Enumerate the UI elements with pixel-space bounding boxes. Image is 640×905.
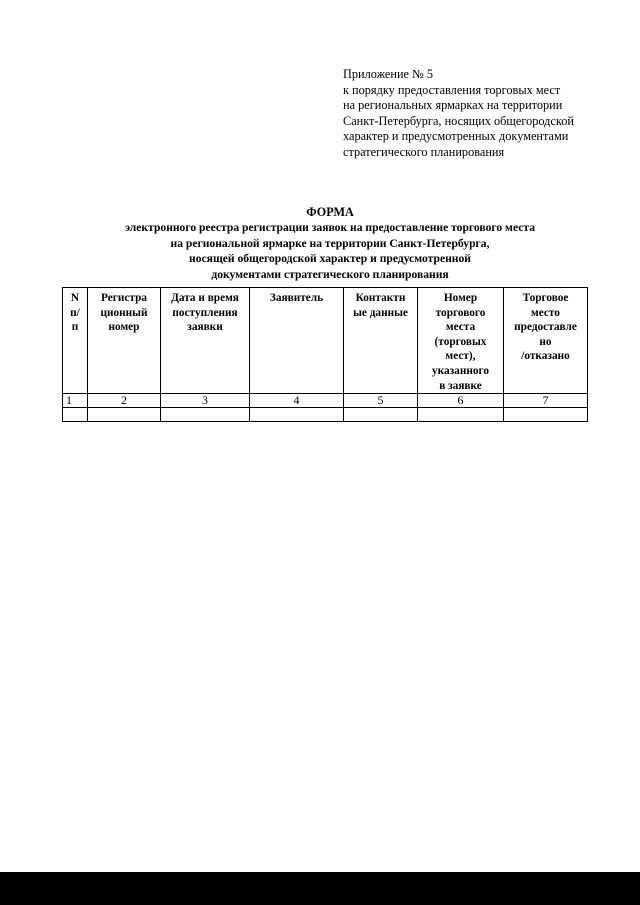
table-cell bbox=[88, 408, 161, 422]
appendix-line: к порядку предоставления торговых мест bbox=[343, 82, 561, 97]
header-cell-contacts: Контактн ые данные bbox=[344, 288, 418, 394]
column-number: 3 bbox=[161, 394, 250, 408]
registry-table bbox=[62, 287, 588, 422]
header-cell-place-number: Номер торгового места (торговых мест), указанного в заявке bbox=[418, 288, 504, 394]
form-heading bbox=[60, 205, 600, 282]
form-subtitle-line: на региональной ярмарке на территории Санкт-Петербурга, bbox=[170, 236, 490, 250]
table-cell bbox=[344, 408, 418, 422]
table-cell bbox=[250, 408, 344, 422]
form-subtitle-line: документами стратегического планирования bbox=[211, 267, 449, 281]
table-row-blank bbox=[63, 408, 588, 422]
form-title: ФОРМА bbox=[306, 205, 354, 219]
appendix-line: Приложение № 5 bbox=[343, 67, 434, 81]
column-number: 2 bbox=[88, 394, 161, 408]
appendix-line: на региональных ярмарках на территории bbox=[343, 98, 563, 113]
column-number: 7 bbox=[504, 394, 588, 408]
column-number: 5 bbox=[344, 394, 418, 408]
table-cell bbox=[418, 408, 504, 422]
header-cell-date-received: Дата и время поступления заявки bbox=[161, 288, 250, 394]
form-subtitle-line: носящей общегородской характер и предусмотренной bbox=[189, 252, 471, 266]
header-cell-number: N п/ п bbox=[63, 288, 88, 394]
appendix-block bbox=[343, 67, 633, 161]
header-cell-applicant: Заявитель bbox=[250, 288, 344, 394]
header-cell-registration-number: Регистра ционный номер bbox=[88, 288, 161, 394]
appendix-line: Санкт-Петербурга, носящих общегородской bbox=[343, 113, 574, 128]
header-cell-status: Торговое место предоставле но /отказано bbox=[504, 288, 588, 394]
table-cell bbox=[504, 408, 588, 422]
scan-edge-band bbox=[0, 872, 640, 905]
form-subtitle-line: электронного реестра регистрации заявок на предоставление торгового места bbox=[124, 221, 536, 235]
column-number: 4 bbox=[250, 394, 344, 408]
table-cell bbox=[161, 408, 250, 422]
column-number: 1 bbox=[63, 394, 88, 408]
column-number-row bbox=[63, 394, 588, 408]
table-cell bbox=[63, 408, 88, 422]
appendix-line: стратегического планирования bbox=[343, 144, 505, 159]
appendix-line: характер и предусмотренных документами bbox=[343, 129, 569, 144]
column-number: 6 bbox=[418, 394, 504, 408]
table-header-row bbox=[63, 288, 588, 394]
